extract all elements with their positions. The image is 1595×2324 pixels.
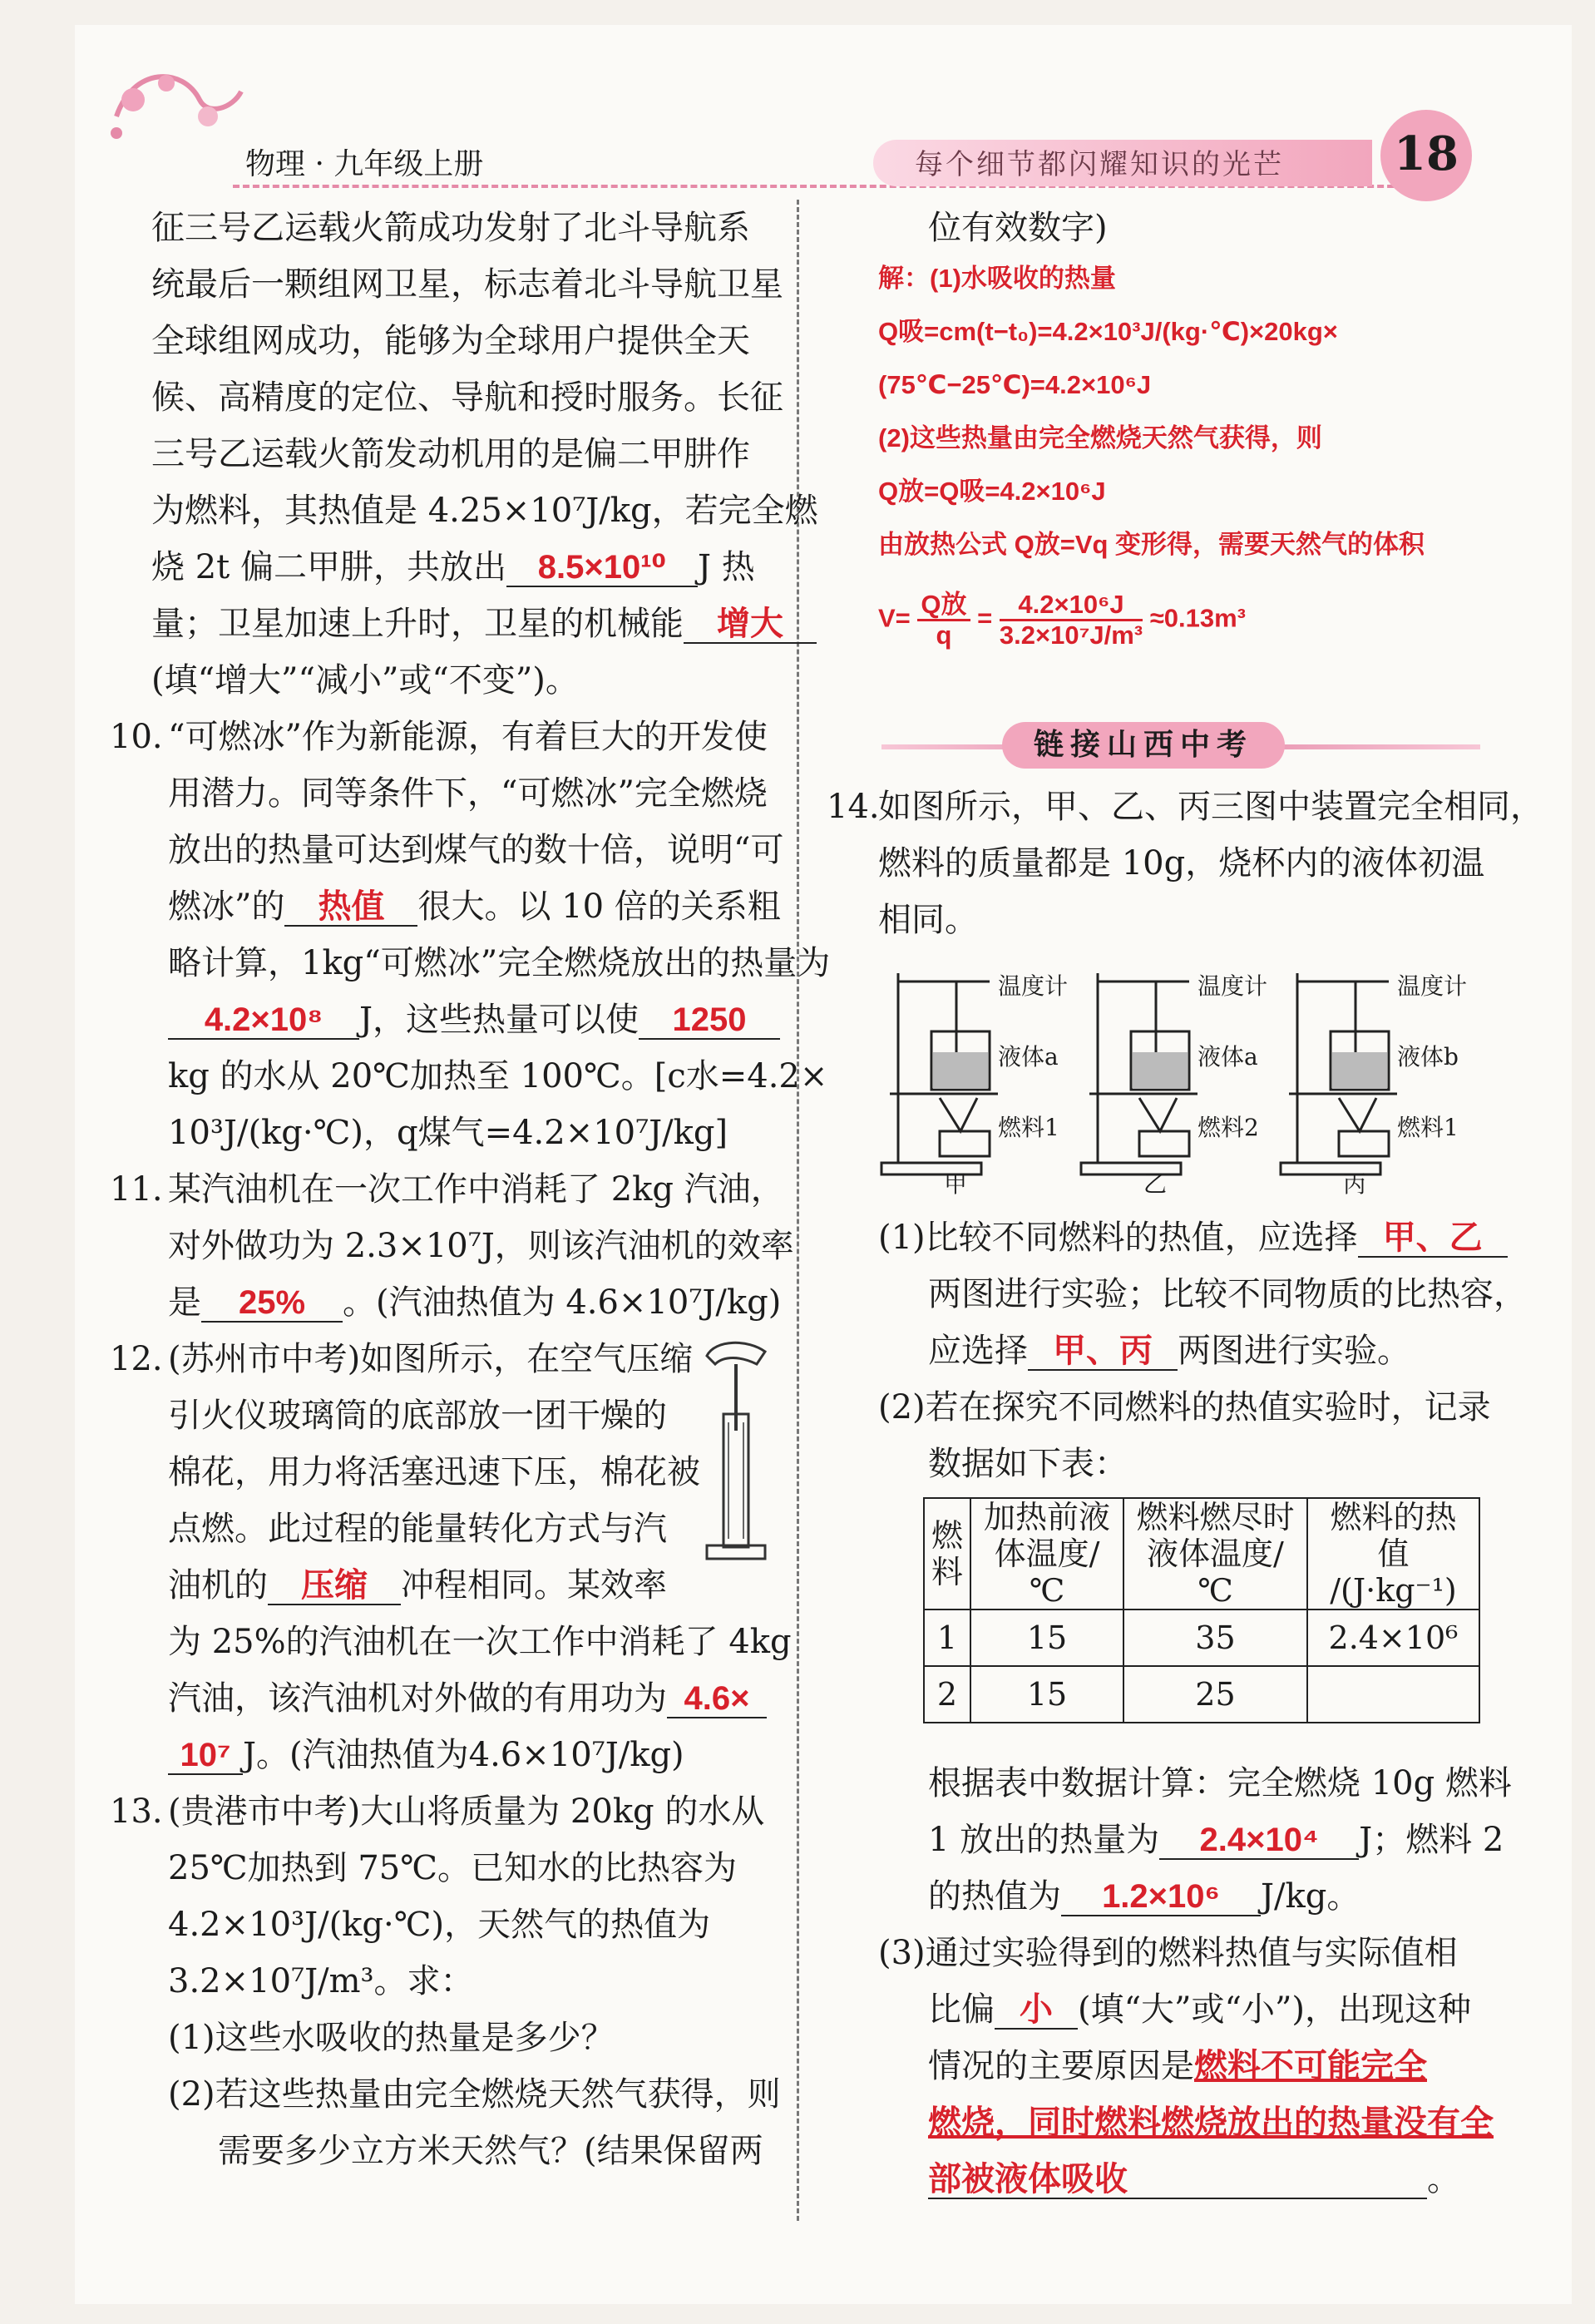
- table-row: 1 15 35 2.4×10⁶: [924, 1609, 1479, 1666]
- q10-number: 10.: [110, 718, 163, 756]
- label-thermometer: 温度计: [1197, 972, 1268, 1000]
- q11-line: 某汽油机在一次工作中消耗了 2kg 汽油，: [168, 1170, 784, 1209]
- book-title: 物理 · 九年级上册: [245, 147, 484, 181]
- q13-number: 13.: [110, 1792, 163, 1831]
- q14-part2: 的热值为 1.2×10⁶ J/kg。: [928, 1877, 1360, 1916]
- label-fuel: 燃料2: [1197, 1114, 1259, 1141]
- q10-line: 10³J/(kg·℃)，q煤气=4.2×10⁷J/kg]: [168, 1114, 728, 1152]
- q9-line: 烧 2t 偏二甲肼，共放出 8.5×10¹⁰ J 热: [151, 548, 755, 586]
- slogan: 每个细节都闪耀知识的光芒: [915, 148, 1284, 181]
- q13-line: 4.2×10³J/(kg·℃)，天然气的热值为: [168, 1906, 711, 1944]
- answer-q14-fuel[interactable]: 甲、乙: [1382, 1219, 1483, 1256]
- q9-line: 统最后一颗组网卫星，标志着北斗导航卫星: [151, 265, 783, 304]
- q13-line: 需要多少立方米天然气？(结果保留两: [218, 2132, 763, 2170]
- q14-line: 相同。: [878, 901, 978, 939]
- q9-line: (填“增大”“减小”或“不变”)。: [151, 661, 579, 700]
- label-fuel: 燃料1: [1397, 1114, 1459, 1141]
- q12-line: 油机的 压缩 冲程相同。某效率: [168, 1566, 667, 1605]
- solution-line: Q放=Q吸=4.2×10⁶J: [878, 477, 1106, 506]
- page-number: 18: [1394, 126, 1459, 181]
- solution-line: 解：(1)水吸收的热量: [878, 264, 1116, 293]
- q10-line: “可燃冰”作为新能源，有着巨大的开发使: [168, 718, 768, 756]
- answer-q14-heat-value[interactable]: 1.2×10⁶: [1102, 1878, 1220, 1915]
- answer-q14-reason[interactable]: 燃料不可能完全: [1194, 2048, 1427, 2084]
- q12-line: 10⁷ J。(汽油热值为4.6×10⁷J/kg): [168, 1733, 684, 1777]
- caption-bing: 丙: [1343, 1170, 1367, 1198]
- solution-formula: V= Q放 q = $\frac{\text{4.2×10⁶J}}{\text{3.2×10⁷J/m³}}$ ≈0.13m³: [878, 590, 1246, 650]
- answer-q10-heat-value[interactable]: 热值: [318, 888, 385, 925]
- q14-part1: 应选择 甲、丙 两图进行实验。: [928, 1332, 1410, 1370]
- q14-part3: (3)通过实验得到的燃料热值与实际值相: [878, 1934, 1458, 1972]
- q13-line: (1)这些水吸收的热量是多少？: [168, 2019, 615, 2057]
- q13-line: (2)若这些热量由完全燃烧天然气获得，则: [168, 2075, 781, 2114]
- data-table: [923, 1497, 1480, 1723]
- caption-yi: 乙: [1143, 1170, 1168, 1198]
- solution-line: 由放热公式 Q放=Vq 变形得，需要天然气的体积: [878, 530, 1425, 559]
- q9-line: 全球组网成功，能够为全球用户提供全天: [151, 322, 750, 360]
- q9-line: 三号乙运载火箭发动机用的是偏二甲肼作: [151, 435, 750, 473]
- q14-part1: (1)比较不同燃料的热值，应选择 甲、乙: [878, 1216, 1508, 1259]
- answer-q14-compare[interactable]: 小: [1020, 1991, 1053, 2028]
- q9-line: 为燃料，其热值是 4.25×10⁷J/kg，若完全燃: [151, 492, 818, 530]
- solution-line: (2)这些热量由完全燃烧天然气获得，则: [878, 423, 1322, 452]
- solution-line: (75℃−25℃)=4.2×10⁶J: [878, 370, 1152, 399]
- q14-part2: (2)若在探究不同燃料的热值实验时，记录: [878, 1388, 1491, 1427]
- q14-part3: [928, 2101, 1494, 2144]
- q10-line: 用潜力。同等条件下，“可燃冰”完全燃烧: [168, 774, 768, 813]
- q14-part2: 根据表中数据计算：完全燃烧 10g 燃料: [928, 1764, 1512, 1802]
- q10-line: 4.2×10⁸ J，这些热量可以使 1250: [168, 998, 780, 1041]
- q11-line: 是 25% 。(汽油热值为 4.6×10⁷J/kg): [168, 1283, 782, 1322]
- q13-line: (贵港市中考)大山将质量为 20kg 的水从: [168, 1792, 765, 1831]
- q11-line: 对外做功为 2.3×10⁷J，则该汽油机的效率: [168, 1227, 794, 1265]
- answer-q9-heat[interactable]: 8.5×10¹⁰: [537, 549, 667, 586]
- q13-line: 25℃加热到 75℃。已知水的比热容为: [168, 1849, 738, 1887]
- q12-line: 引火仪玻璃筒的底部放一团干燥的: [168, 1397, 667, 1435]
- caption-jia: 甲: [944, 1170, 968, 1198]
- q12-number: 12.: [110, 1340, 163, 1378]
- floral-ornament-icon: [100, 50, 249, 150]
- answer-q14-reason[interactable]: 部被液体吸收: [928, 2161, 1128, 2198]
- label-liquid: 液体a: [1197, 1043, 1258, 1071]
- section-title: 链接山西中考: [1033, 728, 1253, 762]
- q11-number: 11.: [110, 1170, 163, 1209]
- table-row: 2 15 25: [924, 1666, 1479, 1723]
- label-liquid: 液体a: [998, 1043, 1059, 1071]
- q12-line: (苏州市中考)如图所示，在空气压缩: [168, 1340, 694, 1378]
- q9-line: 量；卫星加速上升时，卫星的机械能 增大: [151, 602, 817, 645]
- label-thermometer: 温度计: [1397, 972, 1468, 1000]
- answer-q10-mass[interactable]: 1250: [672, 1001, 747, 1038]
- table-header-row: 燃 料 加热前液 体温度/℃ 燃料燃尽时 液体温度/℃ 燃料的热值 /(J·kg⁻¹): [924, 1498, 1479, 1609]
- answer-q12-stroke[interactable]: 压缩: [301, 1567, 368, 1604]
- q13-continuation: 位有效数字): [928, 209, 1108, 247]
- answer-q12-work[interactable]: 4.6×: [684, 1680, 750, 1717]
- answer-q14-heat[interactable]: 2.4×10⁴: [1199, 1822, 1319, 1858]
- q14-part1: 两图进行实验；比较不同物质的比热容，: [928, 1275, 1527, 1313]
- answer-q10-heat[interactable]: 4.2×10⁸: [204, 1001, 323, 1038]
- q14-part3: 情况的主要原因是燃料不可能完全: [928, 2047, 1427, 2085]
- q13-line: 3.2×10⁷J/m³。求：: [168, 1962, 474, 2000]
- label-thermometer: 温度计: [998, 972, 1069, 1000]
- q9-line: 候、高精度的定位、导航和授时服务。长征: [151, 378, 783, 417]
- answer-q14-reason[interactable]: 燃烧，同时燃料燃烧放出的热量没有全: [928, 2104, 1494, 2141]
- label-fuel: 燃料1: [998, 1114, 1059, 1141]
- q12-line: 点燃。此过程的能量转化方式与汽: [168, 1510, 667, 1548]
- q9-line: 征三号乙运载火箭成功发射了北斗导航系: [151, 209, 750, 247]
- q10-line: kg 的水从 20℃加热至 100℃。[c水=4.2×: [168, 1057, 828, 1095]
- q10-line: 略计算，1kg“可燃冰”完全燃烧放出的热量为: [168, 944, 831, 982]
- q14-part2: 1 放出的热量为 2.4×10⁴ J；燃料 2: [928, 1821, 1504, 1859]
- q10-line: 燃冰”的 热值 很大。以 10 倍的关系粗: [168, 888, 781, 926]
- q12-line: 汽油，该汽油机对外做的有用功为 4.6×: [168, 1677, 767, 1720]
- answer-q12-work-exp[interactable]: 10⁷: [180, 1737, 231, 1773]
- answer-q14-capacity[interactable]: 甲、丙: [1053, 1333, 1153, 1369]
- q14-part3: 部被液体吸收 。: [928, 2160, 1460, 2198]
- fire-syringe-figure: [699, 1331, 773, 1572]
- q14-line: 如图所示，甲、乙、丙三图中装置完全相同，: [878, 788, 1543, 826]
- q12-line: 棉花，用力将活塞迅速下压，棉花被: [168, 1453, 700, 1491]
- label-liquid: 液体b: [1397, 1043, 1459, 1071]
- q14-part3: 比偏 小 (填“大”或“小”)，出现这种: [928, 1990, 1472, 2029]
- answer-q11-efficiency[interactable]: 25%: [238, 1284, 306, 1321]
- q14-line: 燃料的质量都是 10g，烧杯内的液体初温: [878, 844, 1485, 883]
- q14-part2: 数据如下表：: [928, 1445, 1128, 1483]
- answer-q9-energy[interactable]: 增大: [717, 606, 783, 642]
- solution-line: Q吸=cm(t−t₀)=4.2×10³J/(kg·℃)×20kg×: [878, 317, 1338, 346]
- q14-number: 14.: [827, 788, 880, 826]
- experiment-figure: [873, 957, 1472, 1206]
- q10-line: 放出的热量可达到煤气的数十倍，说明“可: [168, 831, 784, 869]
- q12-line: 为 25%的汽油机在一次工作中消耗了 4kg: [168, 1623, 792, 1661]
